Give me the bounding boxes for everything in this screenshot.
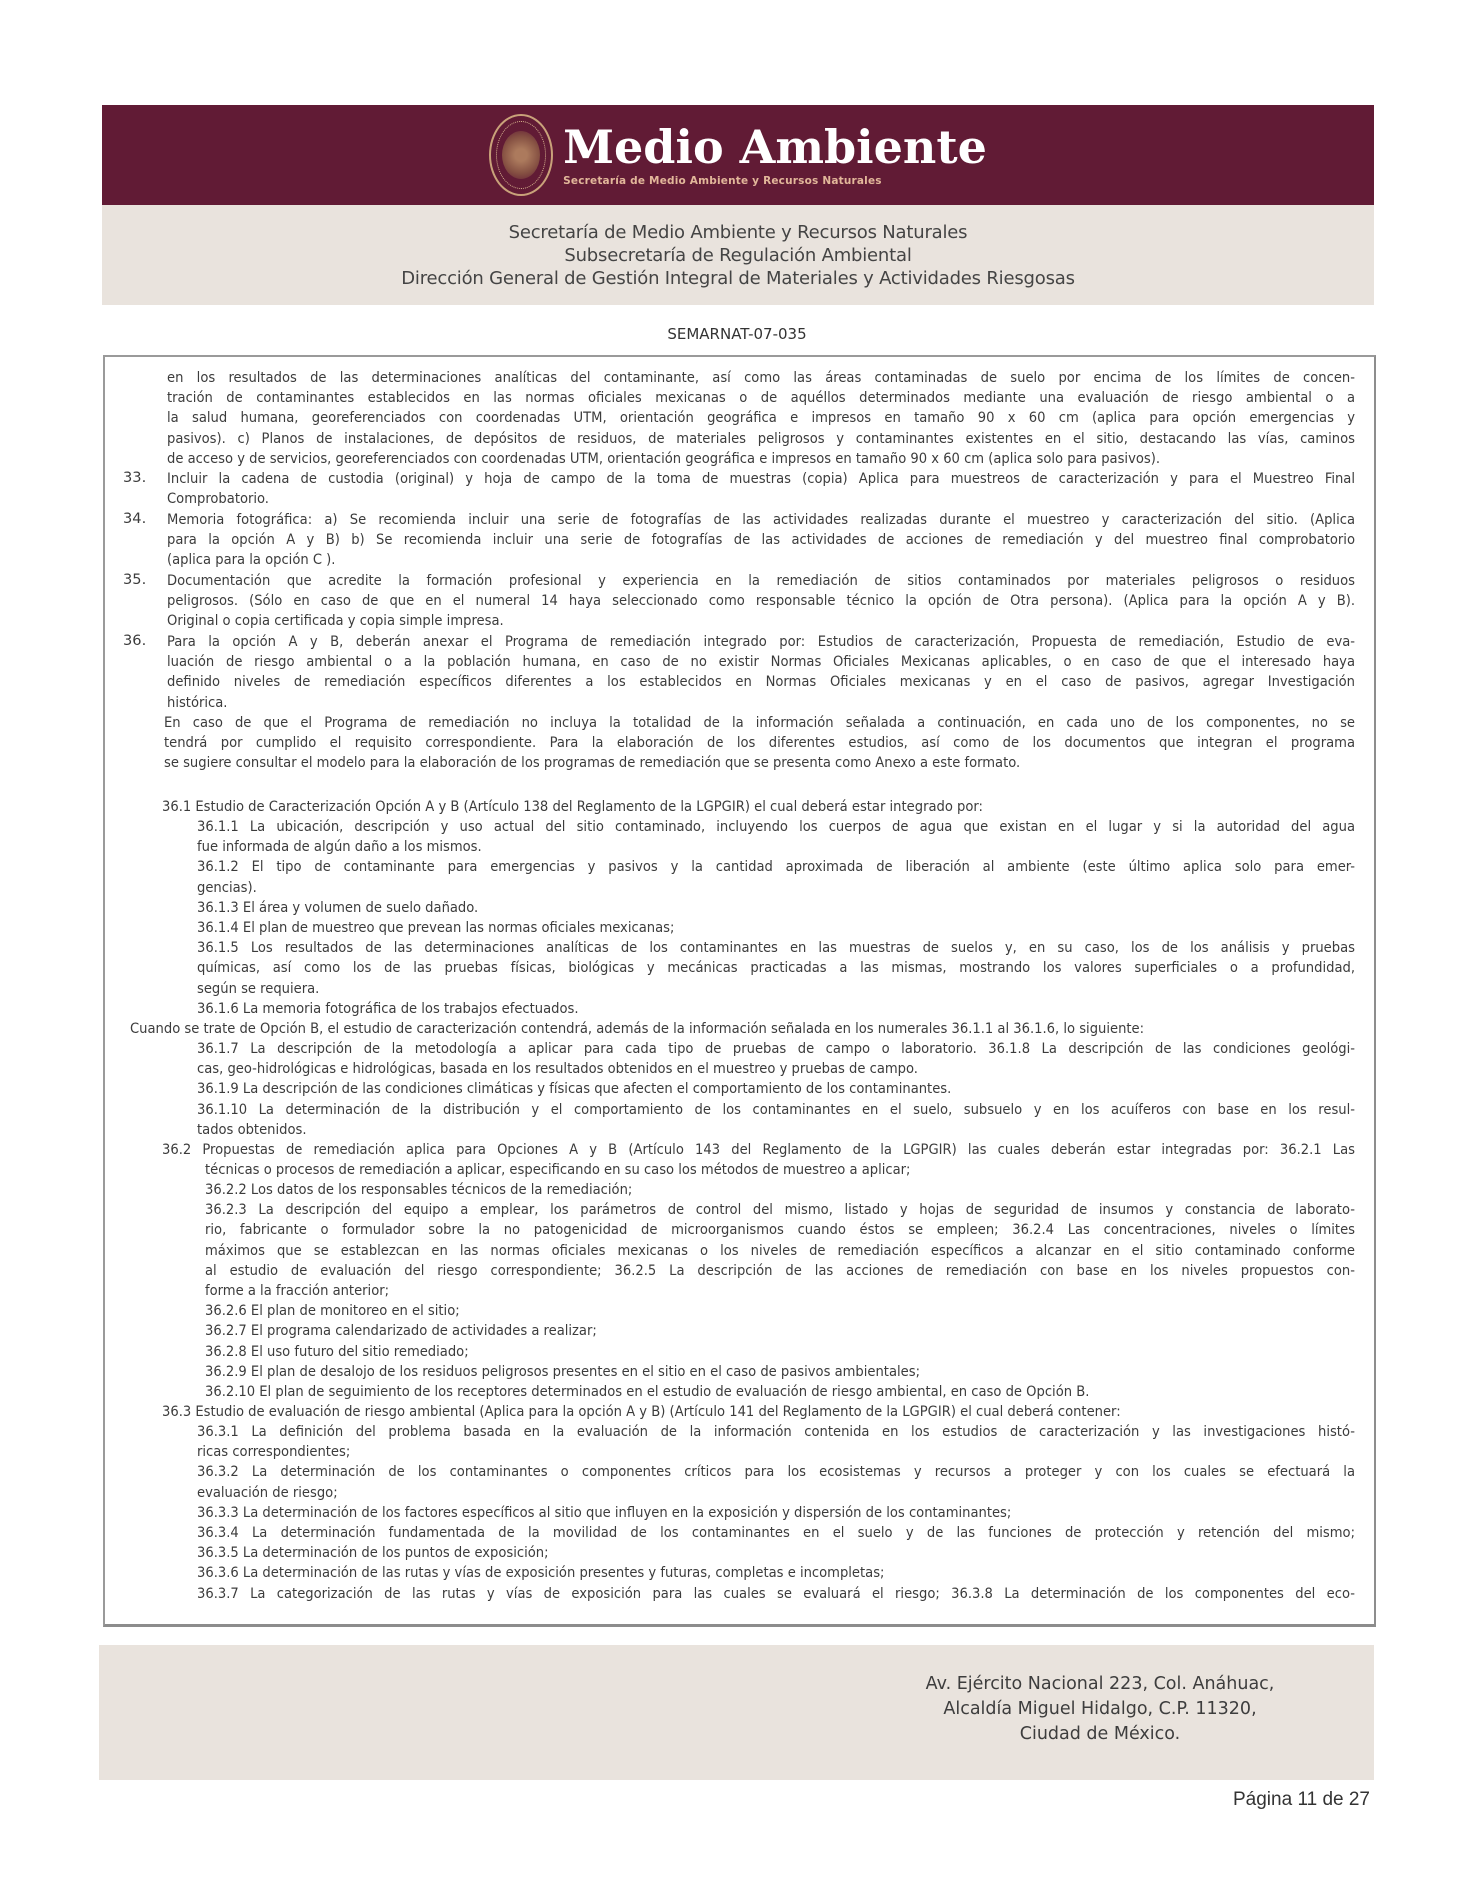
organization-header <box>102 205 1374 305</box>
text-line: 36.1.3 El área y volumen de suelo dañado. <box>197 898 479 916</box>
form-code: SEMARNAT-07-035 <box>667 325 807 343</box>
text-line: definido niveles de remediación específicos diferentes a los establecidos en Normas Oficiales mexicanas y en el caso de pasivos, agregar Investigación <box>167 673 1355 691</box>
text-line: 36.2.10 El plan de seguimiento de los receptores determinados en el estudio de evaluación de riesgo ambiental, en caso de Opción B. <box>205 1383 1090 1401</box>
section-36-1-heading <box>162 797 1355 817</box>
text-line: 36.1.4 El plan de muestreo que prevean las normas oficiales mexicanas; <box>197 919 675 937</box>
item-number: 34. <box>123 510 147 527</box>
text-line: 36.3.1 La definición del problema basada en la evaluación de la información contenida en los estudios de caracterización y las investigaciones histó- <box>197 1423 1355 1440</box>
text-line: según se requiera. <box>197 979 320 997</box>
text-line: forme a la fracción anterior; <box>205 1282 390 1300</box>
list-item-35 <box>167 571 1355 632</box>
text-line: en los resultados de las determinaciones analíticas del contaminante, así como las áreas contaminadas de suelo por encima de los límites de concen- <box>167 369 1355 386</box>
text-line: gencias). <box>197 878 257 896</box>
footer-address <box>900 1672 1300 1747</box>
option-b-note <box>130 1019 1355 1039</box>
text-line: fue informada de algún daño a los mismos. <box>197 838 482 856</box>
text-line: 36.3.4 La determinación fundamentada de la movilidad de los contaminantes en el suelo y de las funciones de protección y retención del mismo; <box>197 1524 1355 1542</box>
section-36-1-list <box>197 817 1355 1019</box>
text-line: 36.3.2 La determinación de los contaminantes o componentes críticos para los ecosistemas y recursos a proteger y con los cuales se efectuará la <box>197 1463 1355 1481</box>
text-line: Documentación que acredite la formación profesional y experiencia en la remediación de sitios contaminados por materiales peligrosos o residuos <box>167 572 1355 589</box>
text-line: técnicas o procesos de remediación a aplicar, especificando en su caso los métodos de muestreo a aplicar; <box>205 1161 911 1179</box>
org-line-direccion: Dirección General de Gestión Integral de Materiales y Actividades Riesgosas <box>401 267 1075 289</box>
section-36-2-list <box>205 1180 1355 1402</box>
text-line: 36.1.6 La memoria fotográfica de los trabajos efectuados. <box>197 999 579 1017</box>
org-line-secretaria: Secretaría de Medio Ambiente y Recursos Naturales <box>508 221 968 243</box>
text-line: 36.3.7 La categorización de las rutas y vías de exposición para las cuales se evaluará el riesgo; 36.3.8 La determinación de los componentes del eco- <box>197 1584 1355 1602</box>
text-line: de acceso y de servicios, georeferenciados con coordenadas UTM, orientación geográfica e impresos en tamaño 90 x 60 cm (aplica solo para pasivos). <box>167 449 1160 467</box>
text-line: 36.3.5 La determinación de los puntos de exposición; <box>197 1544 549 1562</box>
brand-logo <box>489 114 987 196</box>
item-number: 36. <box>123 632 147 649</box>
text-line: 36.1.5 Los resultados de las determinaciones analíticas de los contaminantes en las muestras de suelos y, en su caso, los de los análisis y pruebas <box>197 939 1355 957</box>
text-line: 36.3.6 La determinación de las rutas y vías de exposición presentes y futuras, completas e incompletas; <box>197 1564 885 1582</box>
list-item-33 <box>167 469 1355 509</box>
option-b-list <box>197 1039 1355 1140</box>
text-line: Incluir la cadena de custodia (original) y hoja de campo de la toma de muestras (copia) Aplica para muestreos de caracterización y para el Muestreo Final <box>167 470 1355 487</box>
text-line: 36.1.10 La determinación de la distribución y el comportamiento de los contaminantes en el suelo, subsuelo y en los acuíferos con base en los resul- <box>197 1100 1355 1118</box>
page-number: Página 11 de 27 <box>1233 1789 1370 1810</box>
section-heading: 36.2 Propuestas de remediación aplica para Opciones A y B (Artículo 143 del Reglamento de la LGPGIR) las cuales deberán estar integradas por: 36.2.1 Las <box>162 1141 1355 1158</box>
text-line: químicas, así como los de las pruebas físicas, biológicas y mecánicas practicadas a las mismas, mostrando los valores superficiales o a profundidad, <box>197 959 1355 977</box>
item-number: 35. <box>123 571 147 588</box>
section-36-3-list <box>197 1422 1355 1604</box>
text-line: 36.2.8 El uso futuro del sitio remediado; <box>205 1342 469 1360</box>
text-line: rio, fabricante o formulador sobre la no patogenicidad de microorganismos cuando éstos se empleen; 36.2.4 Las concentraciones, niveles o límites <box>205 1221 1355 1239</box>
text-line: tendrá por cumplido el requisito correspondiente. Para la elaboración de los diferentes estudios, así como de los documentos que integran el programa <box>164 734 1355 752</box>
text-line: se sugiere consultar el modelo para la elaboración de los programas de remediación que se presenta como Anexo a este formato. <box>164 754 1021 772</box>
section-heading: 36.3 Estudio de evaluación de riesgo ambiental (Aplica para la opción A y B) (Artículo 141 del Reglamento de la LGPGIR) el cual deberá contener: <box>162 1403 1121 1420</box>
text-line: 36.2.6 El plan de monitoreo en el sitio; <box>205 1302 460 1320</box>
text-line: Comprobatorio. <box>167 490 269 508</box>
text-line: luación de riesgo ambiental o a la población humana, en caso de no existir Normas Oficiales Mexicanas aplicables, o en caso de que el interesado haya <box>167 653 1355 671</box>
text-line: 36.1.2 El tipo de contaminante para emergencias y pasivos y la cantidad aproximada de liberación al ambiente (este último aplica solo para emer- <box>197 858 1355 876</box>
brand-title: Medio Ambiente <box>563 119 987 174</box>
text-line: 36.2.2 Los datos de los responsables técnicos de la remediación; <box>205 1181 633 1198</box>
address-line: Av. Ejército Nacional 223, Col. Anáhuac, <box>925 1674 1275 1694</box>
text-line: pasivos). c) Planos de instalaciones, de depósitos de residuos, de materiales peligrosos y contaminantes existentes en el sitio, destacando las vías, caminos <box>167 429 1355 447</box>
text-line: 36.2.7 El programa calendarizado de actividades a realizar; <box>205 1322 597 1340</box>
text-line: 36.1.1 La ubicación, descripción y uso actual del sitio contaminado, incluyendo los cuerpos de agua que existan en el lugar y si la autoridad del agua <box>197 818 1355 835</box>
org-line-subsecretaria: Subsecretaría de Regulación Ambiental <box>564 244 912 266</box>
brand-subtitle: Secretaría de Medio Ambiente y Recursos Naturales <box>563 174 882 187</box>
address-line: Ciudad de México. <box>1019 1724 1181 1744</box>
text-line: histórica. <box>167 693 228 711</box>
text-line: (aplica para la opción C ). <box>167 551 336 569</box>
header-brand-band <box>102 105 1374 205</box>
text-line: máximos que se establezcan en las normas oficiales mexicanas o los niveles de remediación específicos a alcanzar en el sitio contaminado conforme <box>205 1241 1355 1259</box>
item-number: 33. <box>123 469 147 486</box>
text-line: ricas correspondientes; <box>197 1443 351 1461</box>
text-line: 36.2.9 El plan de desalojo de los residuos peligrosos presentes en el sitio en el caso de pasivos ambientales; <box>205 1362 920 1380</box>
text-line: tados obtenidos. <box>197 1120 307 1138</box>
text-line: para la opción A y B) b) Se recomienda incluir una serie de fotografías de las actividades de acciones de remediación y del muestreo final comprobatorio <box>167 531 1355 549</box>
section-heading: 36.1 Estudio de Caracterización Opción A y B (Artículo 138 del Reglamento de la LGPGIR) el cual deberá estar integrado por: <box>162 798 983 815</box>
coat-of-arms-seal-icon <box>489 114 553 196</box>
text-line: al estudio de evaluación del riesgo correspondiente; 36.2.5 La descripción de las acciones de remediación con base en los niveles propuestos con- <box>205 1261 1355 1279</box>
text-line: 36.3.3 La determinación de los factores específicos al sitio que influyen en la exposición y dispersión de los contaminantes; <box>197 1503 1012 1521</box>
text-line: peligrosos. (Sólo en caso de que en el numeral 14 haya seleccionado como responsable técnico la opción de Otra persona). (Aplica para la opción A y B). <box>167 592 1355 610</box>
text-line: 36.2.3 La descripción del equipo a emplear, los parámetros de control del mismo, listado y hojas de seguridad de insumos y constancia de laborato- <box>205 1201 1355 1219</box>
text-line: evaluación de riesgo; <box>197 1483 338 1501</box>
text-line: la salud humana, georeferenciados con coordenadas UTM, orientación geográfica e impresos en tamaño 90 x 60 cm (aplica para opción emergencias y <box>167 409 1355 427</box>
address-line: Alcaldía Miguel Hidalgo, C.P. 11320, <box>943 1699 1257 1719</box>
list-item-34 <box>167 510 1355 571</box>
text-line: 36.1.7 La descripción de la metodología a aplicar para cada tipo de pruebas de campo o laboratorio. 36.1.8 La descripción de las condiciones geológi- <box>197 1040 1355 1057</box>
text-line: cas, geo-hidrológicas e hidrológicas, basada en los resultados obtenidos en el muestreo y pruebas de campo. <box>197 1060 918 1078</box>
section-36-2-heading <box>162 1140 1355 1180</box>
continuation-paragraph <box>167 368 1355 469</box>
list-item-36 <box>164 632 1355 773</box>
text-line: Original o copia certificada y copia simple impresa. <box>167 612 504 630</box>
text-line: En caso de que el Programa de remediación no incluya la totalidad de la información señalada a continuación, en cada uno de los componentes, no se <box>164 713 1355 731</box>
brand-text <box>563 119 987 187</box>
text-line: Para la opción A y B, deberán anexar el Programa de remediación integrado por: Estudios de caracterización, Propuesta de remediación, Estudio de eva- <box>167 633 1355 650</box>
section-36-3-heading <box>162 1402 1355 1422</box>
text-line: Cuando se trate de Opción B, el estudio de caracterización contendrá, además de la información señalada en los numerales 36.1.1 al 36.1.6, lo siguiente: <box>130 1020 1145 1037</box>
text-line: Memoria fotográfica: a) Se recomienda incluir una serie de fotografías de las actividades realizadas durante el muestreo y caracterización del sitio. (Aplica <box>167 511 1355 528</box>
text-line: 36.1.9 La descripción de las condiciones climáticas y físicas que afecten el comportamiento de los contaminantes. <box>197 1080 952 1098</box>
text-line: tración de contaminantes establecidos en las normas oficiales mexicanas o de aquéllos determinados mediante una evaluación de riesgo ambiental o a <box>167 389 1355 407</box>
